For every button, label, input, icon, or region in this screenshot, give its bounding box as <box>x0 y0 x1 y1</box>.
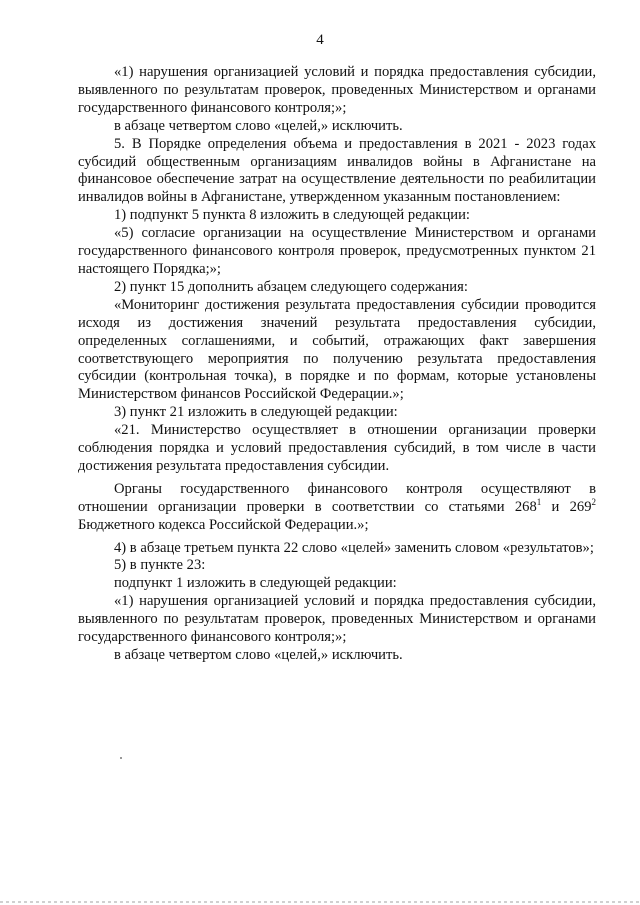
paragraph: «Мониторинг достижения результата предоставления субсидии проводится исходя из достижения значений результата предоставления субсидии, определенных соглашениями, и событий, отражающих факт завершения соответствующего мероприятия по получению результата предоставления субсидии (контрольная точка), в порядке и по формам, которые установлены Министерством финансов Российской Федерации.»; <box>78 296 596 403</box>
budget-text-after: Бюджетного кодекса Российской Федерации.»; <box>78 516 369 533</box>
paragraph: «1) нарушения организацией условий и порядка предоставления субсидии, выявленного по результатам проверок, проведенных Министерством и органами государственного финансового контроля;»; <box>78 593 596 646</box>
paragraph: в абзаце четвертом слово «целей,» исключить. <box>114 647 403 663</box>
page-number: 4 <box>316 32 324 48</box>
scan-artifact-edge <box>0 901 640 903</box>
budget-text-middle: и 269 <box>541 498 592 515</box>
paragraph: 5. В Порядке определения объема и предоставления в 2021 - 2023 годах субсидий общественным организациям инвалидов войны в Афганистане на финансовое обеспечение затрат на осуществление деятельности по реабилитации инвалидов войны в Афганистане, утвержденном указанным постановлением: <box>78 135 596 206</box>
document-body <box>78 64 596 665</box>
budget-text-before: Органы государственного финансового контроля осуществляют в отношении организации проверки в соответствии со статьями 268 <box>78 480 596 515</box>
scan-artifact-dot <box>120 757 122 759</box>
paragraph: 3) пункт 21 изложить в следующей редакции: <box>114 404 398 421</box>
paragraph: «21. Министерство осуществляет в отношении организации проверки соблюдения порядка и условий предоставления субсидий, в том числе в части достижения результата предоставления субсидии. <box>78 422 596 474</box>
article-268-superscript: 1 <box>536 496 542 507</box>
budget-code-paragraph <box>78 481 596 535</box>
paragraph: 1) подпункт 5 пункта 8 изложить в следующей редакции: <box>114 207 470 224</box>
paragraph: «5) согласие организации на осуществление Министерством и органами государственного финансового контроля проверок, предусмотренных пунктом 21 настоящего Порядка;»; <box>78 225 596 277</box>
paragraph: 4) в абзаце третьем пункта 22 слово «целей» заменить словом «результатов»; <box>114 539 594 556</box>
paragraph: 5) в пункте 23: <box>114 557 206 574</box>
paragraph: в абзаце четвертом слово «целей,» исключить. <box>114 117 403 134</box>
article-269-superscript: 2 <box>591 496 596 507</box>
paragraph: «1) нарушения организацией условий и порядка предоставления субсидии, выявленного по результатам проверок, проведенных Министерством и органами государственного финансового контроля;»; <box>78 64 596 116</box>
paragraph: 2) пункт 15 дополнить абзацем следующего содержания: <box>114 278 468 295</box>
paragraph: подпункт 1 изложить в следующей редакции: <box>114 575 397 592</box>
